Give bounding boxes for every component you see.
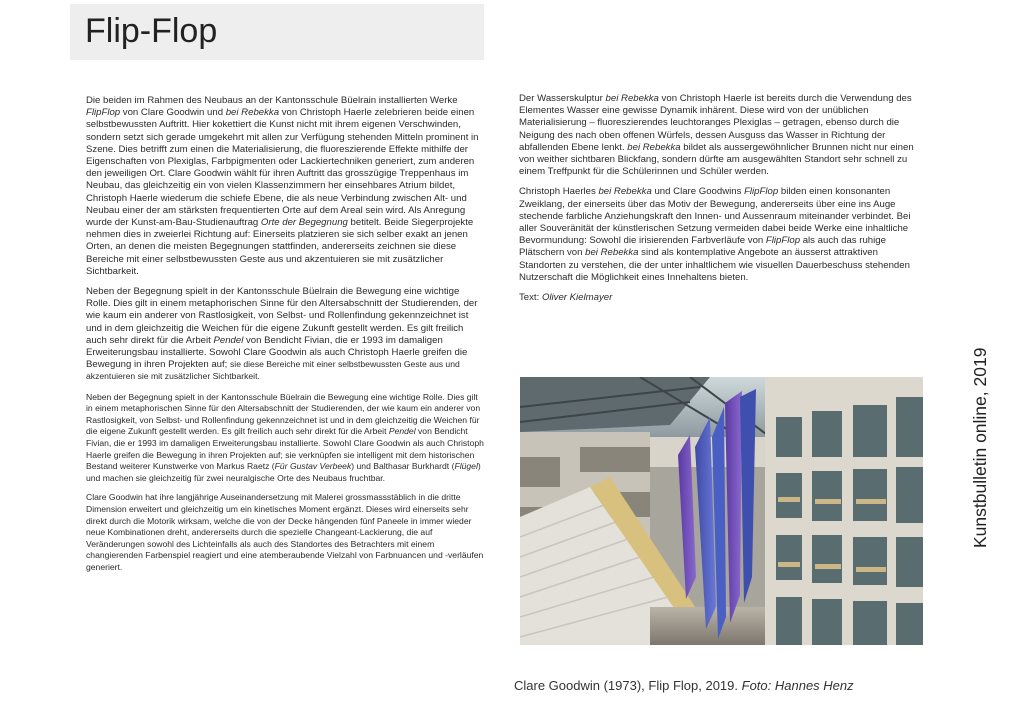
right-paragraph-2: Christoph Haerles bei Rebekka und Clare Goodwins FlipFlop bilden einen konsonanten Zweiklang, der einerseits über das Motiv der Bewegung, andererseits über eine ins Auge stechende farbliche Anziehungskraft den Innen- und Aussenraum miteinander verbindet. Bei aller Souveränität der künstlerischen Setzung vermeiden dabei beide Werke eine inhaltliche Bevormundung: Sowohl die irisierenden Farbverläufe von FlipFlop als auch das ruhige Plätschern von bei Rebekka sind als kontemplative Angebote an äusserst attraktiven Standorten zu verstehen, die der unter inhaltlichem wie visuellen Dauerbeschuss stehenden Nutzerschaft die Möglichkeit eines Innehaltens bieten.	[519, 186, 911, 283]
right-column	[519, 93, 923, 312]
right-paragraph-1: Der Wasserskulptur bei Rebekka von Christoph Haerle ist bereits durch die Verwendung des Elementes Wasser eine gewisse Dynamik inhärent. Diese wird von der unüblichen Materialisierung – fluoreszierendes leuchtoranges Plexiglas – getragen, ebenso durch die Neigung des nach oben offenen Würfels, dessen Ausguss das Wasser in Richtung der abfallenden Ebene lenkt. bei Rebekka bildet als aussergewöhnlicher Brunnen nicht nur einen von weither sichtbaren Blickfang, sondern dürfte am ausgewählten Standort sehr schnell zu einem Treffpunkt für die Schülerinnen und Schüler werden.	[519, 93, 914, 178]
page-title: Flip-Flop	[85, 12, 218, 50]
left-paragraph-2: Neben der Begegnung spielt in der Kantonsschule Büelrain die Bewegung eine wichtige Rolle. Dies gilt in einem metaphorischen Sinne für den Altersabschnitt der Studierenden, der wie kaum ein anderer von Rastlosigkeit, von Selbst- und Rollenfindung gekennzeichnet ist und in dem gleichzeitig die Weichen für die eigene Zukunft gestellt werden. Es gilt freilich auch sehr direkt für die Arbeit Pendel von Bendicht Fivian, die er 1993 im damaligen Erweiterungsbau installierte. Sowohl Clare Goodwin als auch Christoph Haerle greifen die Bewegung in ihren Projekten auf; sie diese Bereiche mit einer selbstbewussten Geste aus und akzentuieren sie mit zusätzlicher Sichtbarkeit.	[86, 286, 478, 382]
artwork-photo	[520, 377, 923, 645]
left-paragraph-1: Die beiden im Rahmen des Neubaus an der Kantonsschule Büelrain installierten Werke FlipFlop von Clare Goodwin und bei Rebekka von Christoph Haerle zelebrieren beide einen selbstbewussten Auftritt. Hier kokettiert die Kunst nicht mit ihrem eigenen Verschwinden, sondern setzt sich gerade umgekehrt mit allen zur Verfügung stehenden Mitteln prominent in Szene. Dies betrifft zum einen die Materialisierung, die fluoreszierende Effekte mithilfe der Eigenschaften von Plexiglas, Farbpigmenten oder Lackiertechniken generiert, zum anderen den jeweiligen Ort. Clare Goodwin wählt für ihren Auftritt das grosszügige Treppenhaus im Neubau, das gleichzeitig ein von vielen Klassenzimmern her einsehbares Atrium bildet, Christoph Haerle wiederum die schiefe Ebene, die als neue Verbindung zwischen Alt- und Neubau einer der am stärksten frequentierten Orte auf dem Areal sein wird. Als Anregung wurde der Kunst-am-Bau-Studienauftrag Orte der Begegnung betitelt. Beide Siegerprojekte nehmen dies in zweierlei Richtung auf: Einerseits platzieren sie sich selber exakt an jenen Orten, an denen die meisten Begegnungen stattfinden, andererseits zeichnen sie diese Bereiche mit einer selbstbewussten Geste aus und akzentuieren sie mit zusätzlicher Sichtbarkeit.	[86, 95, 479, 277]
left-paragraph-3: Neben der Begegnung spielt in der Kantonsschule Büelrain die Bewegung eine wichtige Rolle. Dies gilt in einem metaphorischen Sinne für den Altersabschnitt der Studierenden, der wie kaum ein anderer von Rastlosigkeit, von Selbst- und Rollenfindung gekennzeichnet ist und in dem gleichzeitig die Weichen für die eigene Zukunft gestellt werden. Es gilt freilich auch sehr direkt für die Arbeit Pendel von Bendicht Fivian, die er 1993 im damaligen Erweiterungsbau installierte. Sowohl Clare Goodwin als auch Christoph Haerle greifen die Bewegung in ihren Projekten auf; sie verknüpfen sie intelligent mit dem historischen Bestand weiterer Kunstwerke von Markus Raetz (Für Gustav Verbeek) und Balthasar Burkhardt (Flügel) und machen sie gleichzeitig für zwei neuralgische Orte des Neubaus fruchtbar.	[86, 391, 484, 483]
photo-caption: Clare Goodwin (1973), Flip Flop, 2019. Foto: Hannes Henz	[514, 678, 854, 693]
title-box	[70, 4, 484, 60]
source-label: Kunstbulletin online, 2019	[970, 347, 990, 548]
text-credit: Text: Oliver Kielmayer	[519, 292, 613, 304]
left-column	[86, 95, 484, 582]
left-paragraph-4: Clare Goodwin hat ihre langjährige Auseinandersetzung mit Malerei grossmassstäblich in die dritte Dimension erweitert und gleichzeitig um ein kinetisches Moment ergänzt. Dieses wird einerseits sehr direkt durch die Motorik wirksam, welche die von der Decke hängenden fünf Paneele in immer wieder neue Kombinationen dreht, andererseits durch die spezielle Changeant-Lackierung, die auf Veränderungen sowohl des Lichteinfalls als auch des Standortes des Betrachters mit einem changierenden Farbenspiel reagiert und eine atemberaubende Vielzahl von Farbnuancen und -verläufen generiert.	[86, 492, 484, 572]
